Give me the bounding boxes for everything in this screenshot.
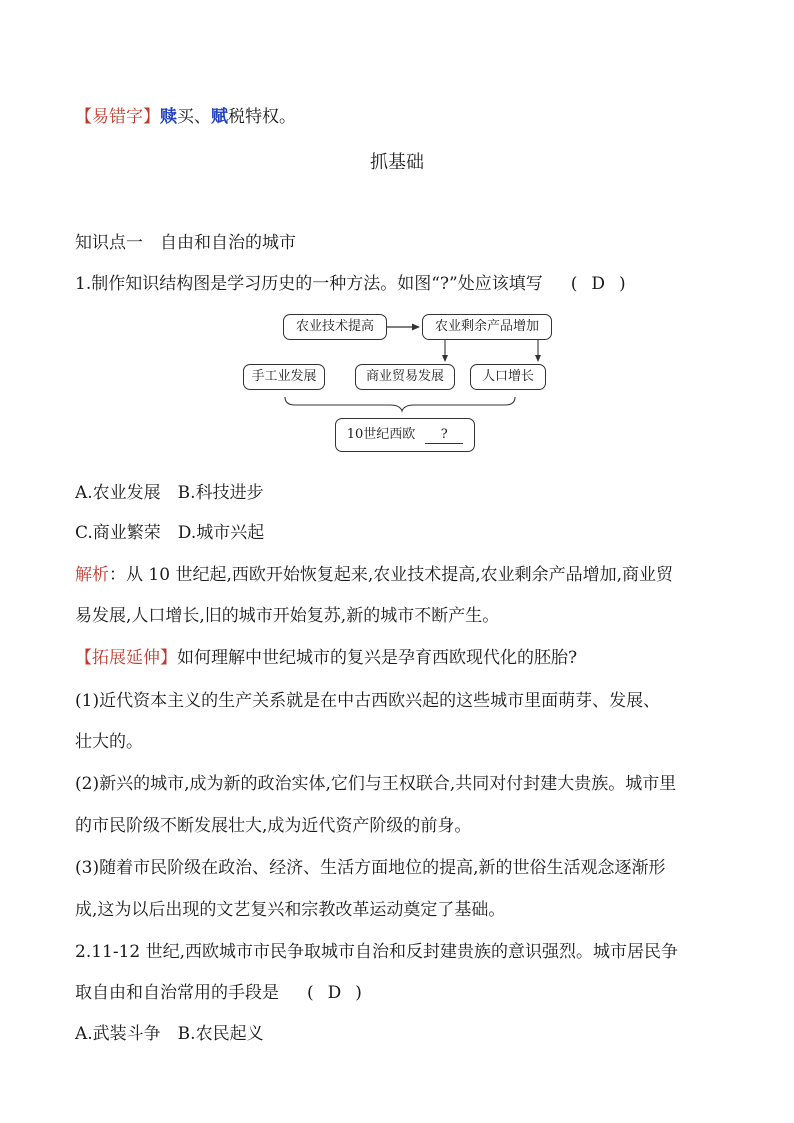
typo-char-1: 赎 [160,107,177,127]
typo-text-1: 买、 [177,107,211,127]
q1-answer [571,273,626,295]
box-agri-tech: 农业技术提高 [283,314,387,340]
box-agri-surplus: 农业剩余产品增加 [422,314,552,340]
q2-stem-line-2 [75,982,362,1004]
q2-answer [307,982,362,1004]
typo-text-2: 税特权。 [228,107,296,127]
extension-p3-line-2: 成,这为以后出现的文艺复兴和宗教改革运动奠定了基础。 [75,900,506,920]
q1-stem: 1.制作知识结构图是学习历史的一种方法。如图“?”处应该填写 [75,274,543,294]
box-result-prefix: 10世纪西欧 [346,427,416,442]
extension-p3-line-1: (3)随着市民阶级在政治、经济、生活方面地位的提高,新的世俗生活观念逐渐形 [75,858,666,878]
q1-answer-letter: D [591,274,605,294]
extension-p2-line-2: 的市民阶级不断发展壮大,成为近代资产阶级的前身。 [75,816,472,836]
extension-p1-line-2: 壮大的。 [75,732,143,752]
analysis-text-1: ：从 10 世纪起,西欧开始恢复起来,农业技术提高,农业剩余产品增加,商业贸 [109,565,674,585]
extension-heading [75,647,577,669]
q1-answer-open: ( [570,274,578,294]
q1-answer-close: ) [619,274,626,294]
extension-p1-line-1: (1)近代资本主义的生产关系就是在中古西欧兴起的这些城市里面萌芽、发展、 [75,691,661,711]
extension-p2-line-1: (2)新兴的城市,成为新的政治实体,它们与王权联合,共同对付封建大贵族。城市里 [75,774,677,794]
q2-options-line-1: A.武装斗争 B.农民起义 [75,1024,264,1044]
box-result-blank: ? [425,427,463,444]
q2-answer-open: ( [307,983,314,1003]
extension-question: 如何理解中世纪城市的复兴是孕育西欧现代化的胚胎? [177,648,578,668]
q1-analysis-line-1 [75,564,673,586]
knowledge-structure-diagram [240,308,560,458]
typo-note-label: 【易错字】 [75,107,160,127]
box-result [335,418,475,452]
q1-options-line-1: A.农业发展 B.科技进步 [75,483,264,503]
knowledge-point-heading: 知识点一 自由和自治的城市 [75,233,296,253]
q2-stem-line-1: 2.11-12 世纪,西欧城市市民争取城市自治和反封建贵族的意识强烈。城市居民争 [75,942,679,962]
q2-answer-close: ) [355,983,362,1003]
q1-analysis-line-2: 易发展,人口增长,旧的城市开始复苏,新的城市不断产生。 [75,606,500,626]
q1-stem-line [75,273,626,295]
box-trade: 商业贸易发展 [355,364,455,390]
typo-char-2: 赋 [211,107,228,127]
box-handicraft: 手工业发展 [243,364,325,390]
section-title: 抓基础 [370,152,424,173]
extension-label: 【拓展延伸】 [75,648,177,668]
q2-answer-letter: D [327,983,342,1003]
typo-note [75,106,296,128]
q1-options-line-2: C.商业繁荣 D.城市兴起 [75,523,265,543]
analysis-label: 解析 [75,565,109,585]
box-population: 人口增长 [470,364,546,390]
q2-stem-2: 取自由和自治常用的手段是 [75,983,279,1003]
